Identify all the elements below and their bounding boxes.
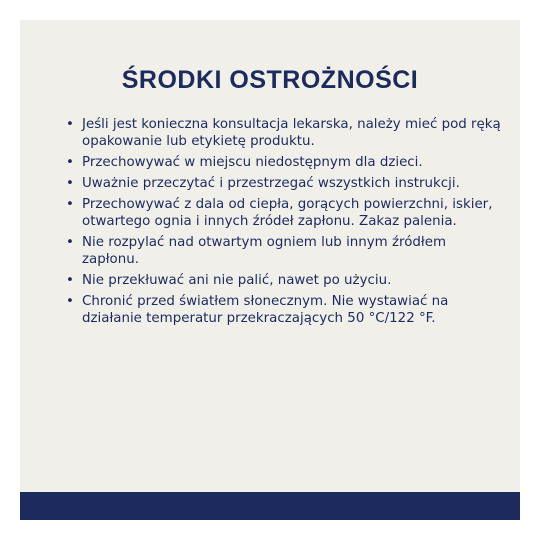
precautions-panel	[20, 20, 520, 520]
bullet-icon: •	[66, 155, 74, 170]
page-title: ŚRODKI OSTROŻNOŚCI	[121, 66, 419, 94]
list-item-text: Nie rozpylać nad otwartym ogniem lub innym źródłem zapłonu.	[82, 235, 447, 267]
bullet-icon: •	[66, 117, 74, 132]
list-item-text: Chronić przed światłem słonecznym. Nie wystawiać na działanie temperatur przekraczających 50 °C/122 °F.	[82, 294, 449, 326]
footer-bar	[20, 492, 520, 520]
list-item-text: Przechowywać z dala od ciepła, gorących powierzchni, iskier, otwartego ognia i innych źródeł zapłonu. Zakaz palenia.	[82, 197, 493, 229]
list-item-text: Jeśli jest konieczna konsultacja lekarska, należy mieć pod ręką opakowanie lub etykietę produktu.	[82, 117, 501, 149]
list-item	[66, 234, 506, 268]
list-item-text: Uważnie przeczytać i przestrzegać wszystkich instrukcji.	[82, 176, 460, 191]
list-item	[66, 196, 506, 230]
list-item	[66, 175, 506, 192]
list-item	[66, 272, 506, 289]
list-item	[66, 116, 506, 150]
list-item	[66, 154, 506, 171]
bullet-icon: •	[66, 235, 74, 250]
list-item-text: Przechowywać w miejscu niedostępnym dla dzieci.	[82, 155, 423, 170]
list-item-text: Nie przekłuwać ani nie palić, nawet po użyciu.	[82, 273, 392, 288]
bullet-icon: •	[66, 197, 74, 212]
bullet-icon: •	[66, 294, 74, 309]
bullet-icon: •	[66, 273, 74, 288]
bullet-icon: •	[66, 176, 74, 191]
list-item	[66, 293, 506, 327]
precautions-list	[66, 116, 506, 331]
